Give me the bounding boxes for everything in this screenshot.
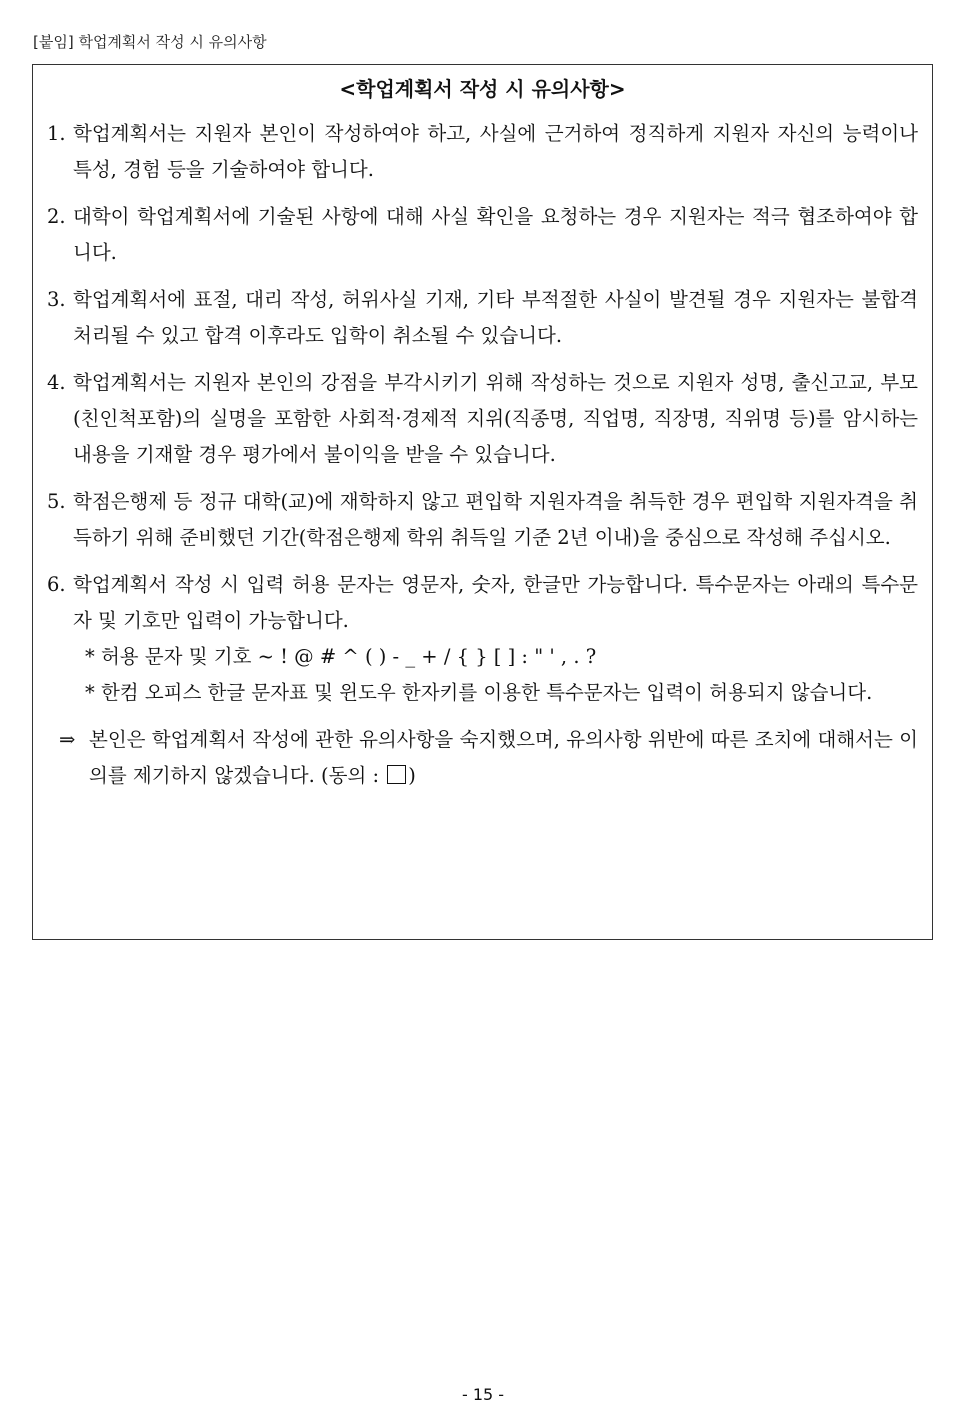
item-number: 4.: [47, 371, 66, 394]
notice-item-1: [33, 116, 932, 188]
arrow-icon: ⇒: [59, 728, 76, 751]
attachment-header: [붙임] 학업계획서 작성 시 유의사항: [33, 33, 267, 51]
notice-item-2: [33, 199, 932, 271]
consent-checkbox[interactable]: [387, 765, 406, 784]
notice-item-3: [33, 282, 932, 354]
notice-box: [32, 64, 933, 940]
item-number: 1.: [47, 122, 66, 145]
item-number: 6.: [47, 573, 66, 596]
notice-item-4: [33, 365, 932, 473]
item-number: 3.: [47, 288, 66, 311]
item-number: 2.: [47, 205, 66, 228]
item-number: 5.: [47, 490, 66, 513]
hancom-special-char-note: * 한컴 오피스 한글 문자표 및 윈도우 한자키를 이용한 특수문자는 입력이 허용되지 않습니다.: [85, 681, 873, 704]
consent-pledge: [33, 722, 932, 794]
item-text: 대학이 학업계획서에 기술된 사항에 대해 사실 확인을 요청하는 경우 지원자는 적극 협조하여야 합니다.: [73, 205, 918, 264]
item-text: 학업계획서 작성 시 입력 허용 문자는 영문자, 숫자, 한글만 가능합니다. 특수문자는 아래의 특수문자 및 기호만 입력이 가능합니다.: [73, 573, 918, 632]
item-text: 학점은행제 등 정규 대학(교)에 재학하지 않고 편입학 지원자격을 취득한 경우 편입학 지원자격을 취득하기 위해 준비했던 기간(학점은행제 학위 취득일 기준 2년 이내)을 중심으로 작성해 주십시오.: [73, 490, 918, 549]
notice-title: <학업계획서 작성 시 유의사항>: [339, 77, 626, 101]
item-text: 학업계획서에 표절, 대리 작성, 허위사실 기재, 기타 부적절한 사실이 발견될 경우 지원자는 불합격 처리될 수 있고 합격 이후라도 입학이 취소될 수 있습니다.: [73, 288, 918, 347]
page-number: - 15 -: [461, 1385, 505, 1404]
item-text: 학업계획서는 지원자 본인이 작성하여야 하고, 사실에 근거하여 정직하게 지원자 자신의 능력이나 특성, 경험 등을 기술하여야 합니다.: [73, 122, 918, 181]
pledge-text: 본인은 학업계획서 작성에 관한 유의사항을 숙지했으며, 유의사항 위반에 따른 조치에 대해서는 이의를 제기하지 않겠습니다. (동의 :: [89, 728, 918, 787]
notice-item-6: [33, 567, 932, 711]
pledge-close: ): [408, 764, 416, 787]
notice-item-5: [33, 484, 932, 556]
allowed-characters-note: * 허용 문자 및 기호 ~ ! @ # ^ ( ) - _ + / { } [ ] : " ' , . ?: [85, 645, 597, 668]
item-text: 학업계획서는 지원자 본인의 강점을 부각시키기 위해 작성하는 것으로 지원자 성명, 출신고교, 부모(친인척포함)의 실명을 포함한 사회적·경제적 지위(직종명, 직업명, 직장명, 직위명 등)를 암시하는 내용을 기재할 경우 평가에서 불이익을 받을 수 있습니다.: [73, 371, 918, 466]
